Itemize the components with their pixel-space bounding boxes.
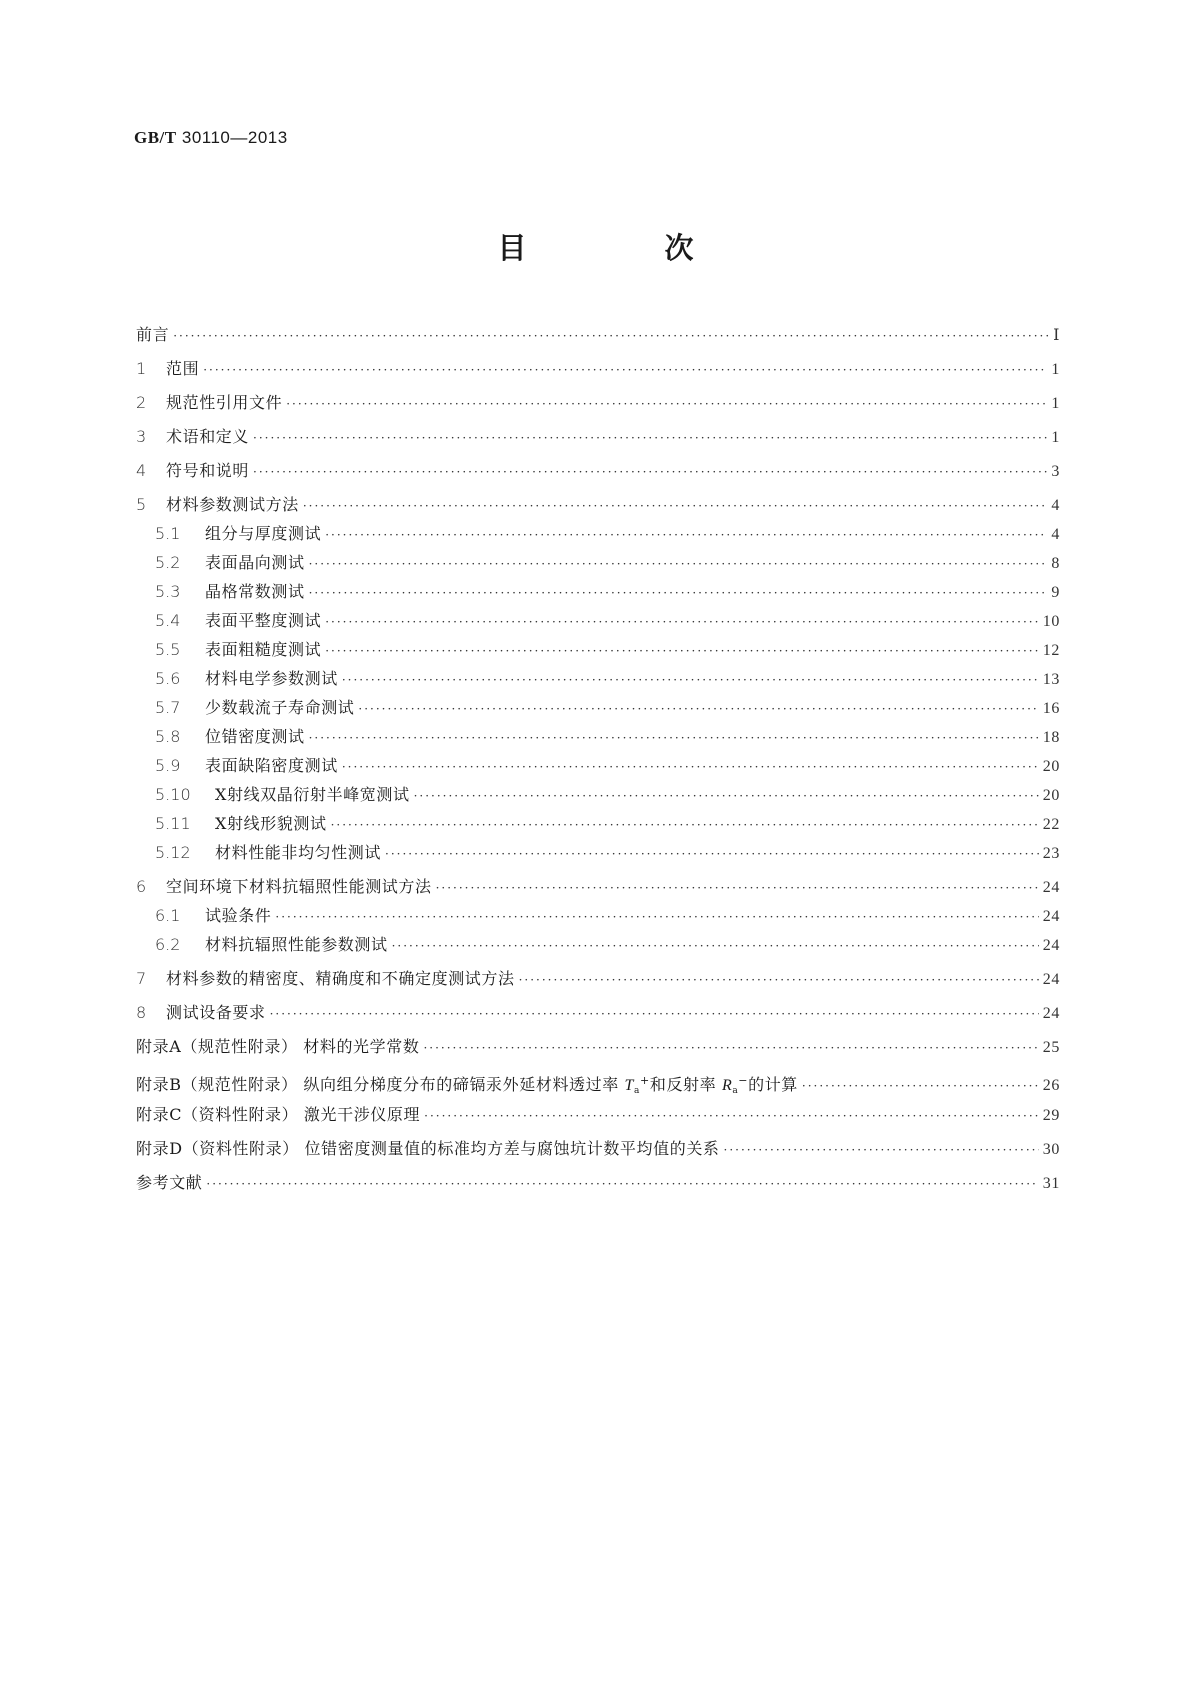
- toc-entry-label: 组分与厚度测试: [205, 524, 322, 543]
- toc-entry-7[interactable]: [136, 966, 1060, 992]
- toc-section-number: 5.12: [155, 843, 191, 862]
- toc-page-number: 4: [1051, 526, 1060, 543]
- toc-entry-label: 材料抗辐照性能参数测试: [205, 935, 388, 954]
- toc-section-number: 5.2: [155, 553, 181, 572]
- toc-page-number: 31: [1042, 1175, 1060, 1192]
- toc-page-number: 22: [1042, 816, 1060, 833]
- reflectance-symbol: R: [721, 1077, 733, 1094]
- dot-leader: [724, 1137, 1039, 1163]
- toc-section-number: 6.2: [155, 935, 181, 954]
- toc-page-number: 25: [1042, 1039, 1060, 1056]
- toc-page-number: 24: [1042, 937, 1060, 954]
- toc-page-number: 29: [1042, 1107, 1060, 1124]
- toc-entry-5-5[interactable]: [155, 637, 1060, 663]
- toc-entry-5-4[interactable]: [155, 608, 1060, 634]
- dot-leader: [424, 1103, 1039, 1129]
- toc-entry-label: 规范性引用文件: [166, 393, 283, 412]
- toc-page-number: 18: [1042, 729, 1060, 746]
- toc-page-number: 20: [1042, 758, 1060, 775]
- toc-page-number: 4: [1051, 497, 1060, 514]
- toc-page-number: 23: [1042, 845, 1060, 862]
- toc-entry-appendix-a[interactable]: [136, 1034, 1060, 1060]
- toc-section-number: 7: [136, 969, 147, 988]
- dot-leader: [309, 551, 1048, 577]
- toc-section-number: 6: [136, 877, 147, 896]
- toc-entry-2[interactable]: [136, 390, 1060, 416]
- toc-entry-8[interactable]: [136, 1000, 1060, 1026]
- toc-entry-3[interactable]: [136, 424, 1060, 450]
- toc-entry-6-2[interactable]: [155, 932, 1060, 958]
- toc-section-number: 5.10: [155, 785, 191, 804]
- dot-leader: [325, 638, 1039, 664]
- dot-leader: [342, 667, 1039, 693]
- toc-entry-label: [136, 1068, 802, 1104]
- toc-page-number: 24: [1042, 908, 1060, 925]
- dot-leader: [270, 1001, 1039, 1027]
- toc-page-number: 1: [1051, 361, 1060, 378]
- toc-page-number: 24: [1042, 879, 1060, 896]
- toc-entry-appendix-c[interactable]: [136, 1102, 1060, 1128]
- toc-page-number: 1: [1051, 429, 1060, 446]
- toc-entry-label: 试验条件: [205, 906, 272, 925]
- toc-page-number: 8: [1051, 555, 1060, 572]
- reflectance-superscript: −: [738, 1074, 749, 1087]
- dot-leader: [385, 841, 1039, 867]
- toc-section-number: 6.1: [155, 906, 181, 925]
- toc-entry-5-7[interactable]: [155, 695, 1060, 721]
- toc-entry-label: 位错密度测试: [205, 727, 305, 746]
- toc-section-number: 4: [136, 461, 147, 480]
- toc-entry-label: 材料电学参数测试: [205, 669, 338, 688]
- toc-page-number: 13: [1042, 671, 1060, 688]
- standard-prefix: GB/T: [134, 128, 177, 147]
- transmittance-symbol: T: [624, 1077, 635, 1094]
- toc-entry-label: 表面晶向测试: [205, 553, 305, 572]
- toc-section-number: 5.7: [155, 698, 181, 717]
- transmittance-superscript: +: [640, 1074, 650, 1087]
- toc-entry-5-1[interactable]: [155, 521, 1060, 547]
- toc-entry-label: 少数载流子寿命测试: [205, 698, 355, 717]
- toc-entry-label: 附录C（资料性附录） 激光干涉仪原理: [136, 1105, 421, 1124]
- toc-page-number: 10: [1042, 613, 1060, 630]
- toc-entry-label: 符号和说明: [166, 461, 250, 480]
- toc-section-number: 3: [136, 427, 147, 446]
- toc-page-number: 24: [1042, 971, 1060, 988]
- toc-entry-label: 前言: [136, 325, 170, 344]
- toc-section-number: 5.5: [155, 640, 181, 659]
- dot-leader: [342, 754, 1039, 780]
- toc-entry-label: 范围: [166, 359, 200, 378]
- toc-entry-label: 材料参数测试方法: [166, 495, 299, 514]
- dot-leader: [253, 425, 1047, 451]
- toc-entry-label: 材料参数的精密度、精确度和不确定度测试方法: [166, 969, 515, 988]
- dot-leader: [206, 1171, 1038, 1197]
- toc-entry-label: 空间环境下材料抗辐照性能测试方法: [166, 877, 432, 896]
- page-title: 目 次: [497, 231, 758, 265]
- toc-entry-5-10[interactable]: [155, 782, 1060, 808]
- appendix-b-label-end: 的计算: [748, 1075, 798, 1094]
- toc-page-number: 24: [1042, 1005, 1060, 1022]
- toc-entry-5-11[interactable]: [155, 811, 1060, 837]
- toc-entry-5-6[interactable]: [155, 666, 1060, 692]
- dot-leader: [253, 459, 1047, 485]
- toc-page-number: 16: [1042, 700, 1060, 717]
- dot-leader: [286, 391, 1047, 417]
- dot-leader: [325, 522, 1047, 548]
- dot-leader: [309, 725, 1039, 751]
- dot-leader: [802, 1073, 1039, 1099]
- toc-entry-label: 表面缺陷密度测试: [205, 756, 338, 775]
- toc-section-number: 5.1: [155, 524, 181, 543]
- toc-section-number: 5.9: [155, 756, 181, 775]
- toc-entry-foreword[interactable]: [136, 322, 1060, 348]
- toc-section-number: 5.8: [155, 727, 181, 746]
- appendix-b-label-middle: 和反射率: [649, 1075, 717, 1094]
- toc-page-number: 3: [1051, 463, 1060, 480]
- toc-entry-5[interactable]: [136, 492, 1060, 518]
- toc-entry-5-3[interactable]: [155, 579, 1060, 605]
- dot-leader: [309, 580, 1048, 606]
- toc-page-number: 12: [1042, 642, 1060, 659]
- toc-page-number: 20: [1042, 787, 1060, 804]
- dot-leader: [203, 357, 1047, 383]
- toc-page-number: 26: [1042, 1077, 1060, 1094]
- dot-leader: [392, 933, 1039, 959]
- toc-entry-label: 晶格常数测试: [205, 582, 305, 601]
- toc-section-number: 5.6: [155, 669, 181, 688]
- toc-entry-6-1[interactable]: [155, 903, 1060, 929]
- dot-leader: [303, 493, 1048, 519]
- toc-entry-6[interactable]: [136, 874, 1060, 900]
- transmittance-subscript: a: [634, 1086, 641, 1096]
- toc-page-number: Ⅰ: [1053, 327, 1060, 344]
- toc-entry-label: 参考文献: [136, 1173, 203, 1192]
- toc-section-number: 1: [136, 359, 147, 378]
- toc-entry-label: 术语和定义: [166, 427, 250, 446]
- toc-entry-label: X射线形貌测试: [215, 814, 327, 833]
- toc-entry-5-9[interactable]: [155, 753, 1060, 779]
- appendix-b-label-start: 附录B（规范性附录） 纵向组分梯度分布的碲镉汞外延材料透过率: [136, 1075, 619, 1094]
- dot-leader: [325, 609, 1039, 635]
- dot-leader: [414, 783, 1039, 809]
- dot-leader: [423, 1035, 1038, 1061]
- reflectance-subscript: a: [732, 1086, 739, 1096]
- toc-entry-label: 表面平整度测试: [205, 611, 322, 630]
- toc-entry-4[interactable]: [136, 458, 1060, 484]
- toc-entry-5-12[interactable]: [155, 840, 1060, 866]
- toc-entry-5-8[interactable]: [155, 724, 1060, 750]
- toc-section-number: 8: [136, 1003, 147, 1022]
- standard-code: [134, 128, 288, 148]
- toc-entry-5-2[interactable]: [155, 550, 1060, 576]
- toc-entry-label: 材料性能非均匀性测试: [215, 843, 382, 862]
- toc-entry-label: 表面粗糙度测试: [205, 640, 322, 659]
- toc-entry-label: X射线双晶衍射半峰宽测试: [215, 785, 410, 804]
- toc-section-number: 5.11: [155, 814, 191, 833]
- dot-leader: [436, 875, 1039, 901]
- toc-entry-label: 测试设备要求: [166, 1003, 266, 1022]
- toc-entry-appendix-d[interactable]: [136, 1136, 1060, 1162]
- toc-page-number: 30: [1042, 1141, 1060, 1158]
- dot-leader: [331, 812, 1039, 838]
- standard-number: 30110—2013: [181, 128, 288, 147]
- toc-entry-bibliography[interactable]: [136, 1170, 1060, 1196]
- toc-page-number: 1: [1051, 395, 1060, 412]
- dot-leader: [519, 967, 1039, 993]
- dot-leader: [358, 696, 1038, 722]
- toc-entry-label: 附录A（规范性附录） 材料的光学常数: [136, 1037, 420, 1056]
- toc-entry-label: 附录D（资料性附录） 位错密度测量值的标准均方差与腐蚀坑计数平均值的关系: [136, 1139, 720, 1158]
- dot-leader: [275, 904, 1038, 930]
- toc-page-number: 9: [1051, 584, 1060, 601]
- toc-section-number: 5.3: [155, 582, 181, 601]
- toc-section-number: 5.4: [155, 611, 181, 630]
- toc-entry-appendix-b[interactable]: [136, 1068, 1060, 1094]
- toc-section-number: 5: [136, 495, 147, 514]
- toc-entry-1[interactable]: [136, 356, 1060, 382]
- dot-leader: [173, 323, 1049, 349]
- toc-section-number: 2: [136, 393, 147, 412]
